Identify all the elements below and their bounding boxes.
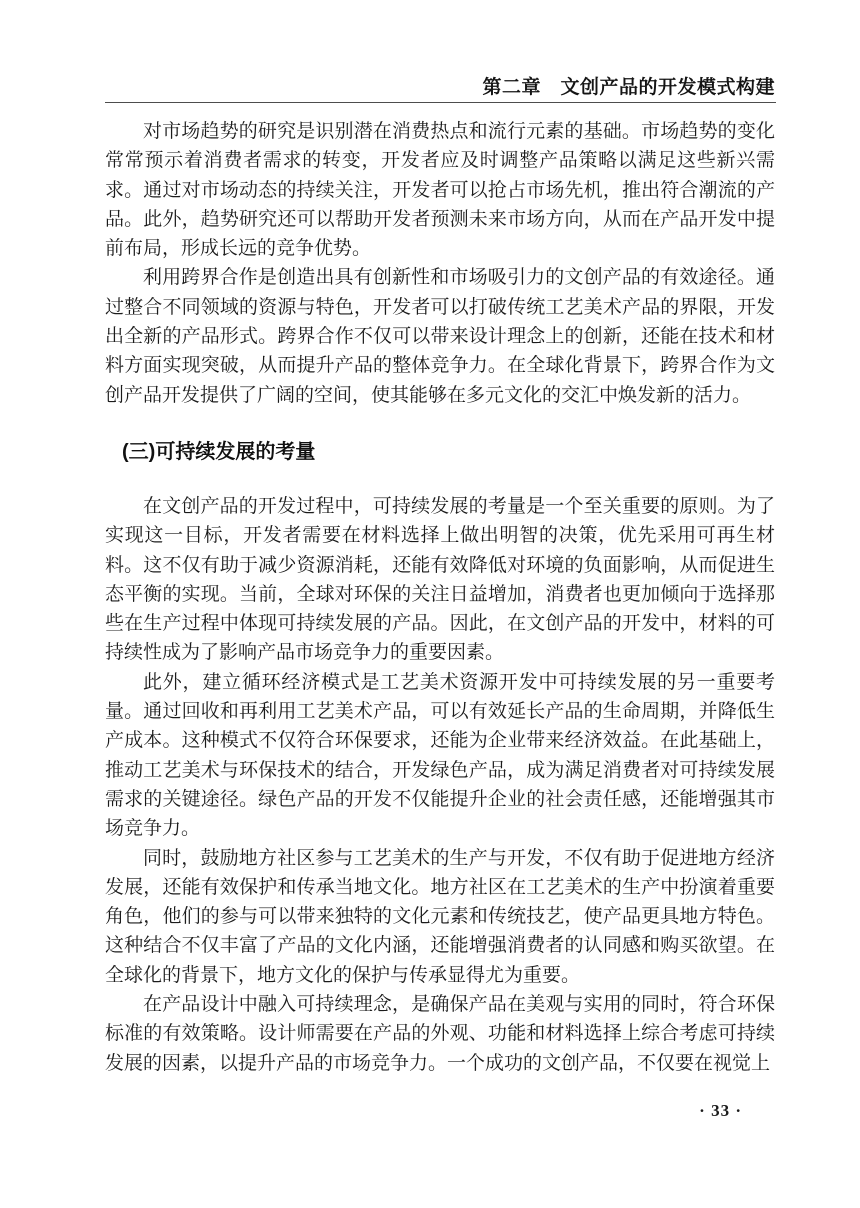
page-body (105, 117, 775, 1078)
body-paragraph: 对市场趋势的研究是识别潜在消费热点和流行元素的基础。市场趋势的变化常常预示着消费者需求的转变，开发者应及时调整产品策略以满足这些新兴需求。通过对市场动态的持续关注，开发者可以抢占市场先机，推出符合潮流的产品。此外，趋势研究还可以帮助开发者预测未来市场方向，从而在产品开发中提前布局，形成长远的竞争优势。 (105, 121, 775, 260)
header-rule (105, 102, 776, 103)
body-paragraph: 此外，建立循环经济模式是工艺美术资源开发中可持续发展的另一重要考量。通过回收和再利用工艺美术产品，可以有效延长产品的生命周期，并降低生产成本。这种模式不仅符合环保要求，还能为企业带来经济效益。在此基础上，推动工艺美术与环保技术的结合，开发绿色产品，成为满足消费者对可持续发展需求的关键途径。绿色产品的开发不仅能提升企业的社会责任感，还能增强其市场竞争力。 (105, 671, 775, 840)
body-paragraph: 同时，鼓励地方社区参与工艺美术的生产与开发，不仅有助于促进地方经济发展，还能有效保护和传承当地文化。地方社区在工艺美术的生产中扮演着重要角色，他们的参与可以带来独特的文化元素和传统技艺，使产品更具地方特色。这种结合不仅丰富了产品的文化内涵，还能增强消费者的认同感和购买欲望。在全球化的背景下，地方文化的保护与传承显得尤为重要。 (105, 847, 775, 986)
body-paragraph: 在文创产品的开发过程中，可持续发展的考量是一个至关重要的原则。为了实现这一目标，开发者需要在材料选择上做出明智的决策，优先采用可再生材料。这不仅有助于减少资源消耗，还能有效降低对环境的负面影响，从而促进生态平衡的实现。当前，全球对环保的关注日益增加，消费者也更加倾向于选择那些在生产过程中体现可持续发展的产品。因此，在文创产品的开发中，材料的可持续性成为了影响产品市场竞争力的重要因素。 (105, 495, 775, 664)
running-header-chapter-title: 第二章 文创产品的开发模式构建 (482, 77, 775, 98)
body-paragraph: 利用跨界合作是创造出具有创新性和市场吸引力的文创产品的有效途径。通过整合不同领域的资源与特色，开发者可以打破传统工艺美术产品的界限，开发出全新的产品形式。跨界合作不仅可以带来设计理念上的创新，还能在技术和材料方面实现突破，从而提升产品的整体竞争力。在全球化背景下，跨界合作为文创产品开发提供了广阔的空间，使其能够在多元文化的交汇中焕发新的活力。 (105, 267, 775, 406)
body-paragraph: 在产品设计中融入可持续理念，是确保产品在美观与实用的同时，符合环保标准的有效策略。设计师需要在产品的外观、功能和材料选择上综合考虑可持续发展的因素，以提升产品的市场竞争力。一个成功的文创产品，不仅要在视觉上 (105, 994, 775, 1074)
section-heading: (三)可持续发展的考量 (122, 440, 316, 463)
page-number: · 33 · (699, 1101, 742, 1120)
